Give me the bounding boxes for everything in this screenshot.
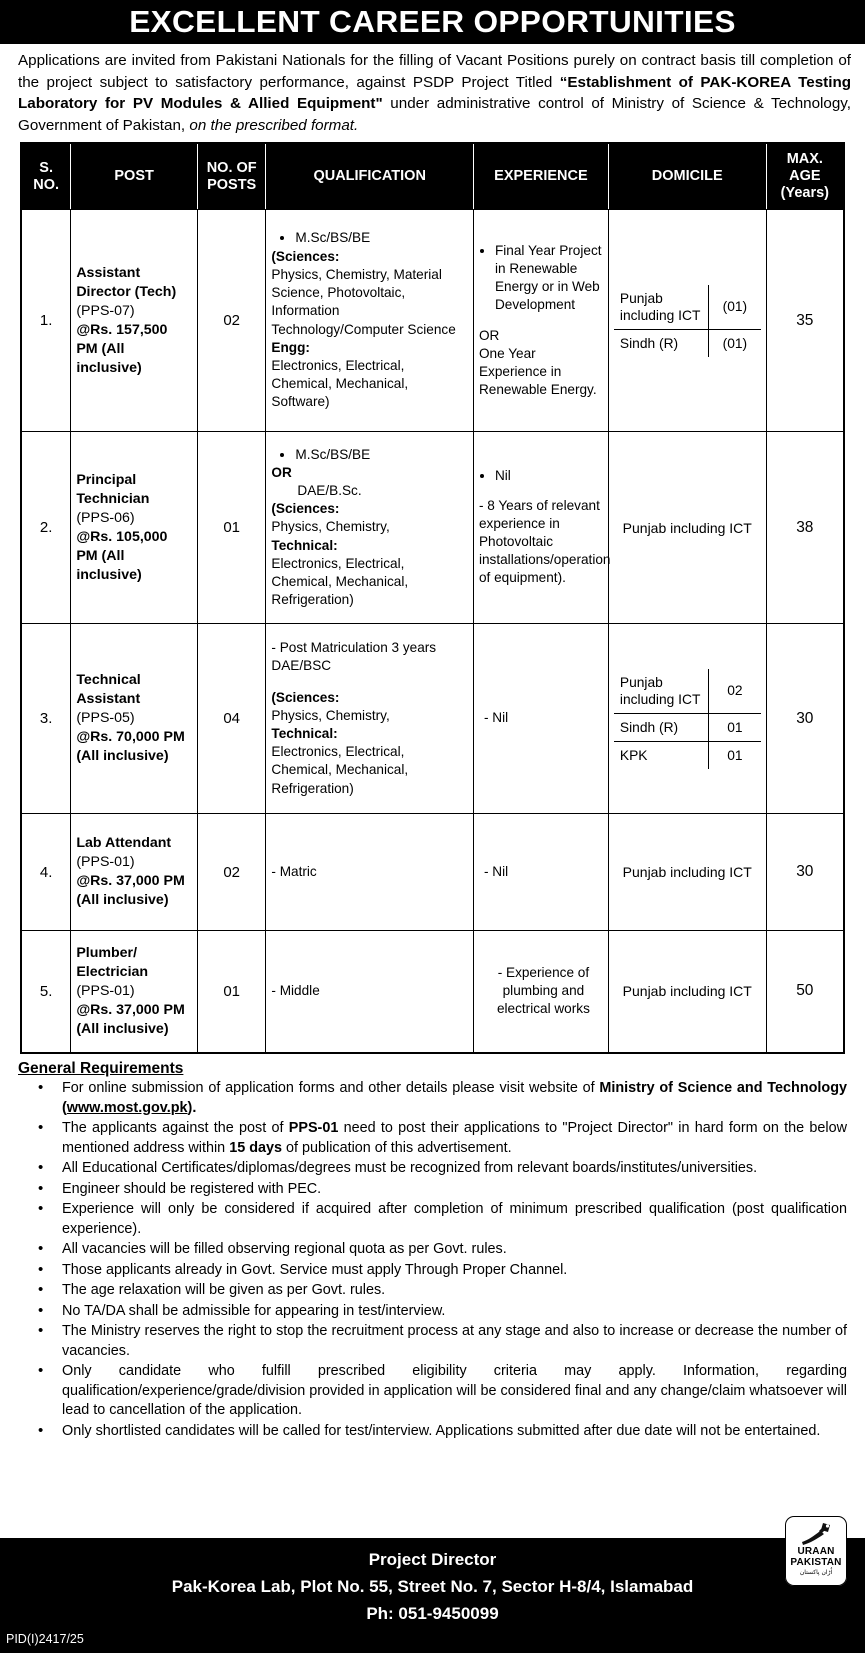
domicile-count: 01 xyxy=(709,741,761,769)
qual-sciences-text: Physics, Chemistry, xyxy=(271,707,390,723)
post-name: Lab Attendant xyxy=(76,835,172,851)
col-header-domicile: DOMICILE xyxy=(608,143,766,210)
list-item: • Engineer should be registered with PEC. xyxy=(34,1180,847,1200)
req-pps-label: PPS-01 xyxy=(288,1120,339,1136)
page-title: EXCELLENT CAREER OPPORTUNITIES xyxy=(129,4,736,39)
qual-line1: - Post Matriculation 3 years DAE/BSC xyxy=(271,640,437,674)
row-no-of-posts: 01 xyxy=(197,931,265,1053)
logo-line3-urdu: اُڑان پاکستان xyxy=(799,1569,833,1576)
row-experience: - Experience of plumbing and electrical works xyxy=(473,931,608,1053)
row-no-of-posts: 01 xyxy=(197,432,265,624)
exp-alt: One Year Experience in Renewable Energy. xyxy=(478,345,597,398)
intro-text-italic: on the prescribed format. xyxy=(189,116,359,134)
row-serial-number: 5. xyxy=(21,931,71,1053)
col-header-experience: EXPERIENCE xyxy=(473,143,608,210)
row-max-age: 30 xyxy=(766,624,844,814)
domicile-row xyxy=(614,669,761,714)
qual-bullet: • M.Sc/BS/BE xyxy=(295,446,468,464)
req-text-a: For online submission of application forms and other details please visit website of xyxy=(62,1080,600,1096)
row-post xyxy=(71,814,198,931)
row-qualification xyxy=(266,210,474,432)
qual-sciences-text: Physics, Chemistry, Material Science, Photovoltaic, Information Technology/Computer Science xyxy=(271,266,456,337)
domicile-row xyxy=(614,713,761,741)
domicile-name: Sindh (R) xyxy=(614,713,709,741)
req-deadline: 15 days xyxy=(229,1139,282,1156)
logo-line1: URAAN xyxy=(797,1546,835,1557)
qual-technical-label: Technical: xyxy=(271,726,338,741)
table-row xyxy=(21,931,844,1053)
post-name: Assistant Director (Tech) xyxy=(76,264,177,300)
domicile-row xyxy=(614,285,761,330)
qual-engg-text: Electronics, Electrical, Chemical, Mechanical, Software) xyxy=(271,357,409,410)
post-scale: (PPS-01) xyxy=(76,854,135,870)
title-banner xyxy=(0,0,865,44)
post-salary: @Rs. 70,000 PM (All inclusive) xyxy=(76,729,185,764)
row-qualification: - Middle xyxy=(266,931,474,1053)
domicile-row xyxy=(614,329,761,357)
row-qualification: - Matric xyxy=(266,814,474,931)
req-text-c: need to post their applications to "Project Director" in hard form on the below mentioned address within xyxy=(62,1120,847,1156)
col-header-posts-l1: NO. OF xyxy=(206,159,257,176)
footer-address: Pak-Korea Lab, Plot No. 55, Street No. 7, Sector H-8/4, Islamabad xyxy=(171,1577,694,1596)
post-salary: @Rs. 157,500 PM (All inclusive) xyxy=(76,321,168,376)
row-max-age: 35 xyxy=(766,210,844,432)
row-serial-number: 1. xyxy=(21,210,71,432)
domicile-name: Punjab including ICT xyxy=(614,285,709,330)
row-experience xyxy=(473,210,608,432)
row-max-age: 38 xyxy=(766,432,844,624)
footer-designation: Project Director xyxy=(368,1550,497,1569)
qual-technical-label: Technical: xyxy=(271,537,338,553)
exp-detail: - 8 Years of relevant experience in Photovoltaic installations/operation of equipment). xyxy=(478,497,611,586)
row-no-of-posts: 02 xyxy=(197,210,265,432)
row-post xyxy=(71,432,198,624)
qual-sciences-label: (Sciences: xyxy=(271,689,340,705)
exp-bullet: • Final Year Project in Renewable Energy or in Web Development xyxy=(495,242,603,315)
general-requirements-section xyxy=(0,1054,865,1443)
row-post xyxy=(71,624,198,814)
logo-line2: PAKISTAN xyxy=(790,1556,842,1568)
list-item: • All vacancies will be filled observing regional quota as per Govt. rules. xyxy=(34,1240,847,1260)
list-item: • Experience will only be considered if acquired after completion of minimum prescribed qualification (post qualification experience). xyxy=(34,1200,847,1239)
col-header-age-l2: AGE xyxy=(789,168,821,184)
qual-bullet: • M.Sc/BS/BE xyxy=(295,229,468,247)
table-header xyxy=(21,143,844,210)
qual-technical-text: Electronics, Electrical, Chemical, Mechanical, Refrigeration) xyxy=(271,555,409,608)
row-no-of-posts: 02 xyxy=(197,814,265,931)
general-requirements-heading: General Requirements xyxy=(18,1059,184,1077)
intro-paragraph xyxy=(0,44,865,138)
row-experience xyxy=(473,432,611,624)
row-domicile xyxy=(608,624,766,814)
row-post xyxy=(71,210,198,432)
domicile-count: (01) xyxy=(709,285,761,330)
req-text-c: ). xyxy=(187,1099,197,1116)
post-name: Principal Technician xyxy=(76,471,150,507)
post-scale: (PPS-06) xyxy=(76,509,135,526)
col-header-qualification: QUALIFICATION xyxy=(266,143,474,210)
project-title: “Establishment of PAK-KOREA Testing Laboratory for PV Modules & Allied Equipment" xyxy=(18,73,852,112)
domicile-name: Sindh (R) xyxy=(614,329,709,357)
list-item: • Those applicants already in Govt. Service must apply Through Proper Channel. xyxy=(34,1261,847,1281)
row-qualification xyxy=(266,624,474,814)
table-row xyxy=(21,210,844,432)
exp-bullet: • Nil xyxy=(495,467,603,485)
post-salary: @Rs. 37,000 PM (All inclusive) xyxy=(76,1001,185,1037)
post-scale: (PPS-05) xyxy=(76,710,135,726)
exp-or: OR xyxy=(478,327,500,343)
table-header-row xyxy=(21,143,844,210)
table-row xyxy=(21,624,844,814)
qual-or: OR xyxy=(271,464,292,480)
req-text-b: Ministry of Science and Technology ( xyxy=(62,1080,847,1116)
domicile-name: Punjab including ICT xyxy=(614,669,709,714)
uraan-pakistan-logo xyxy=(785,1516,847,1586)
col-header-sno-l1: S. xyxy=(39,159,53,176)
row-qualification xyxy=(266,432,474,624)
jobs-table xyxy=(20,142,845,1054)
table-row xyxy=(21,432,844,624)
list-item: • No TA/DA shall be admissible for appearing in test/interview. xyxy=(34,1302,847,1322)
website-link[interactable]: www.most.gov.pk xyxy=(66,1099,188,1116)
col-header-sno-l2: NO. xyxy=(33,176,60,193)
row-experience: - Nil xyxy=(473,814,608,931)
col-header-post: POST xyxy=(71,143,198,210)
row-experience: - Nil xyxy=(473,624,608,814)
list-item xyxy=(34,1119,847,1158)
jobs-table-container xyxy=(0,138,865,1054)
domicile-subtable xyxy=(614,669,761,769)
req-text-e: of publication of this advertisement. xyxy=(282,1139,512,1156)
intro-text-part1: Applications are invited from Pakistani Nationals for the filling of Vacant Positions purely on contract basis till completion of the project subject to satisfactory performance, against PSDP Project Titled xyxy=(18,52,851,91)
qual-sciences-text: Physics, Chemistry, xyxy=(271,519,390,535)
qual-technical-text: Electronics, Electrical, Chemical, Mechanical, Refrigeration) xyxy=(271,744,409,796)
footer-contact-block xyxy=(0,1546,865,1627)
row-max-age: 50 xyxy=(766,931,844,1053)
domicile-row xyxy=(614,741,761,769)
col-header-age-l3: (Years) xyxy=(780,185,829,201)
row-domicile: Punjab including ICT xyxy=(608,814,766,931)
list-item: • The age relaxation will be given as per Govt. rules. xyxy=(34,1281,847,1301)
table-body xyxy=(21,210,844,1053)
row-domicile: Punjab including ICT xyxy=(608,432,766,624)
row-max-age: 30 xyxy=(766,814,844,931)
post-scale: (PPS-07) xyxy=(76,302,135,319)
post-name: Plumber/ Electrician xyxy=(76,944,149,980)
post-salary: @Rs. 105,000 PM (All inclusive) xyxy=(76,528,168,583)
row-domicile xyxy=(608,210,766,432)
col-header-age-l1: MAX. xyxy=(786,151,823,167)
row-serial-number: 4. xyxy=(21,814,71,931)
row-post xyxy=(71,931,198,1053)
row-serial-number: 3. xyxy=(21,624,71,814)
list-item: • All Educational Certificates/diplomas/degrees must be recognized from relevant boards/institutes/universities. xyxy=(34,1159,847,1179)
req-text-a: The applicants against the post of xyxy=(62,1120,289,1136)
list-item: • The Ministry reserves the right to stop the recruitment process at any stage and also to increase or decrease the number of vacancies. xyxy=(34,1322,847,1361)
qual-or-alt: DAE/B.Sc. xyxy=(297,482,362,498)
footer-phone: Ph: 051-9450099 xyxy=(366,1604,499,1623)
post-scale: (PPS-01) xyxy=(76,982,135,999)
table-row xyxy=(21,814,844,931)
bird-map-icon xyxy=(799,1521,833,1547)
domicile-name: KPK xyxy=(614,741,709,769)
qual-sciences-label: (Sciences: xyxy=(271,501,340,517)
intro-text-part2: under administrative control of Ministry of Science & Technology, Government of Pakistan, xyxy=(18,95,851,134)
col-header-sno xyxy=(21,143,71,210)
list-item: • Only candidate who fulfill prescribed eligibility criteria may apply. Information, regarding qualification/experience/grade/division provided in application will be considered final and any change/claim whatsoever will lead to cancellation of the application. xyxy=(34,1362,847,1421)
row-no-of-posts: 04 xyxy=(197,624,265,814)
domicile-count: (01) xyxy=(709,329,761,357)
qual-sciences-label: (Sciences: xyxy=(271,248,340,264)
post-salary: @Rs. 37,000 PM (All inclusive) xyxy=(76,873,185,908)
pid-number: PID(I)2417/25 xyxy=(6,1632,84,1646)
col-header-no-of-posts xyxy=(197,143,265,210)
requirements-list xyxy=(18,1079,847,1441)
domicile-subtable xyxy=(614,285,761,357)
footer-bar xyxy=(0,1538,865,1653)
domicile-count: 01 xyxy=(709,713,761,741)
col-header-max-age xyxy=(766,143,844,210)
list-item xyxy=(34,1079,847,1118)
post-name: Technical Assistant xyxy=(76,672,141,707)
row-domicile: Punjab including ICT xyxy=(608,931,766,1053)
list-item: • Only shortlisted candidates will be called for test/interview. Applications submitted after due date will not be entertained. xyxy=(34,1422,847,1442)
qual-engg-label: Engg: xyxy=(271,339,310,355)
domicile-count: 02 xyxy=(709,669,761,714)
col-header-posts-l2: POSTS xyxy=(207,176,257,193)
row-serial-number: 2. xyxy=(21,432,71,624)
